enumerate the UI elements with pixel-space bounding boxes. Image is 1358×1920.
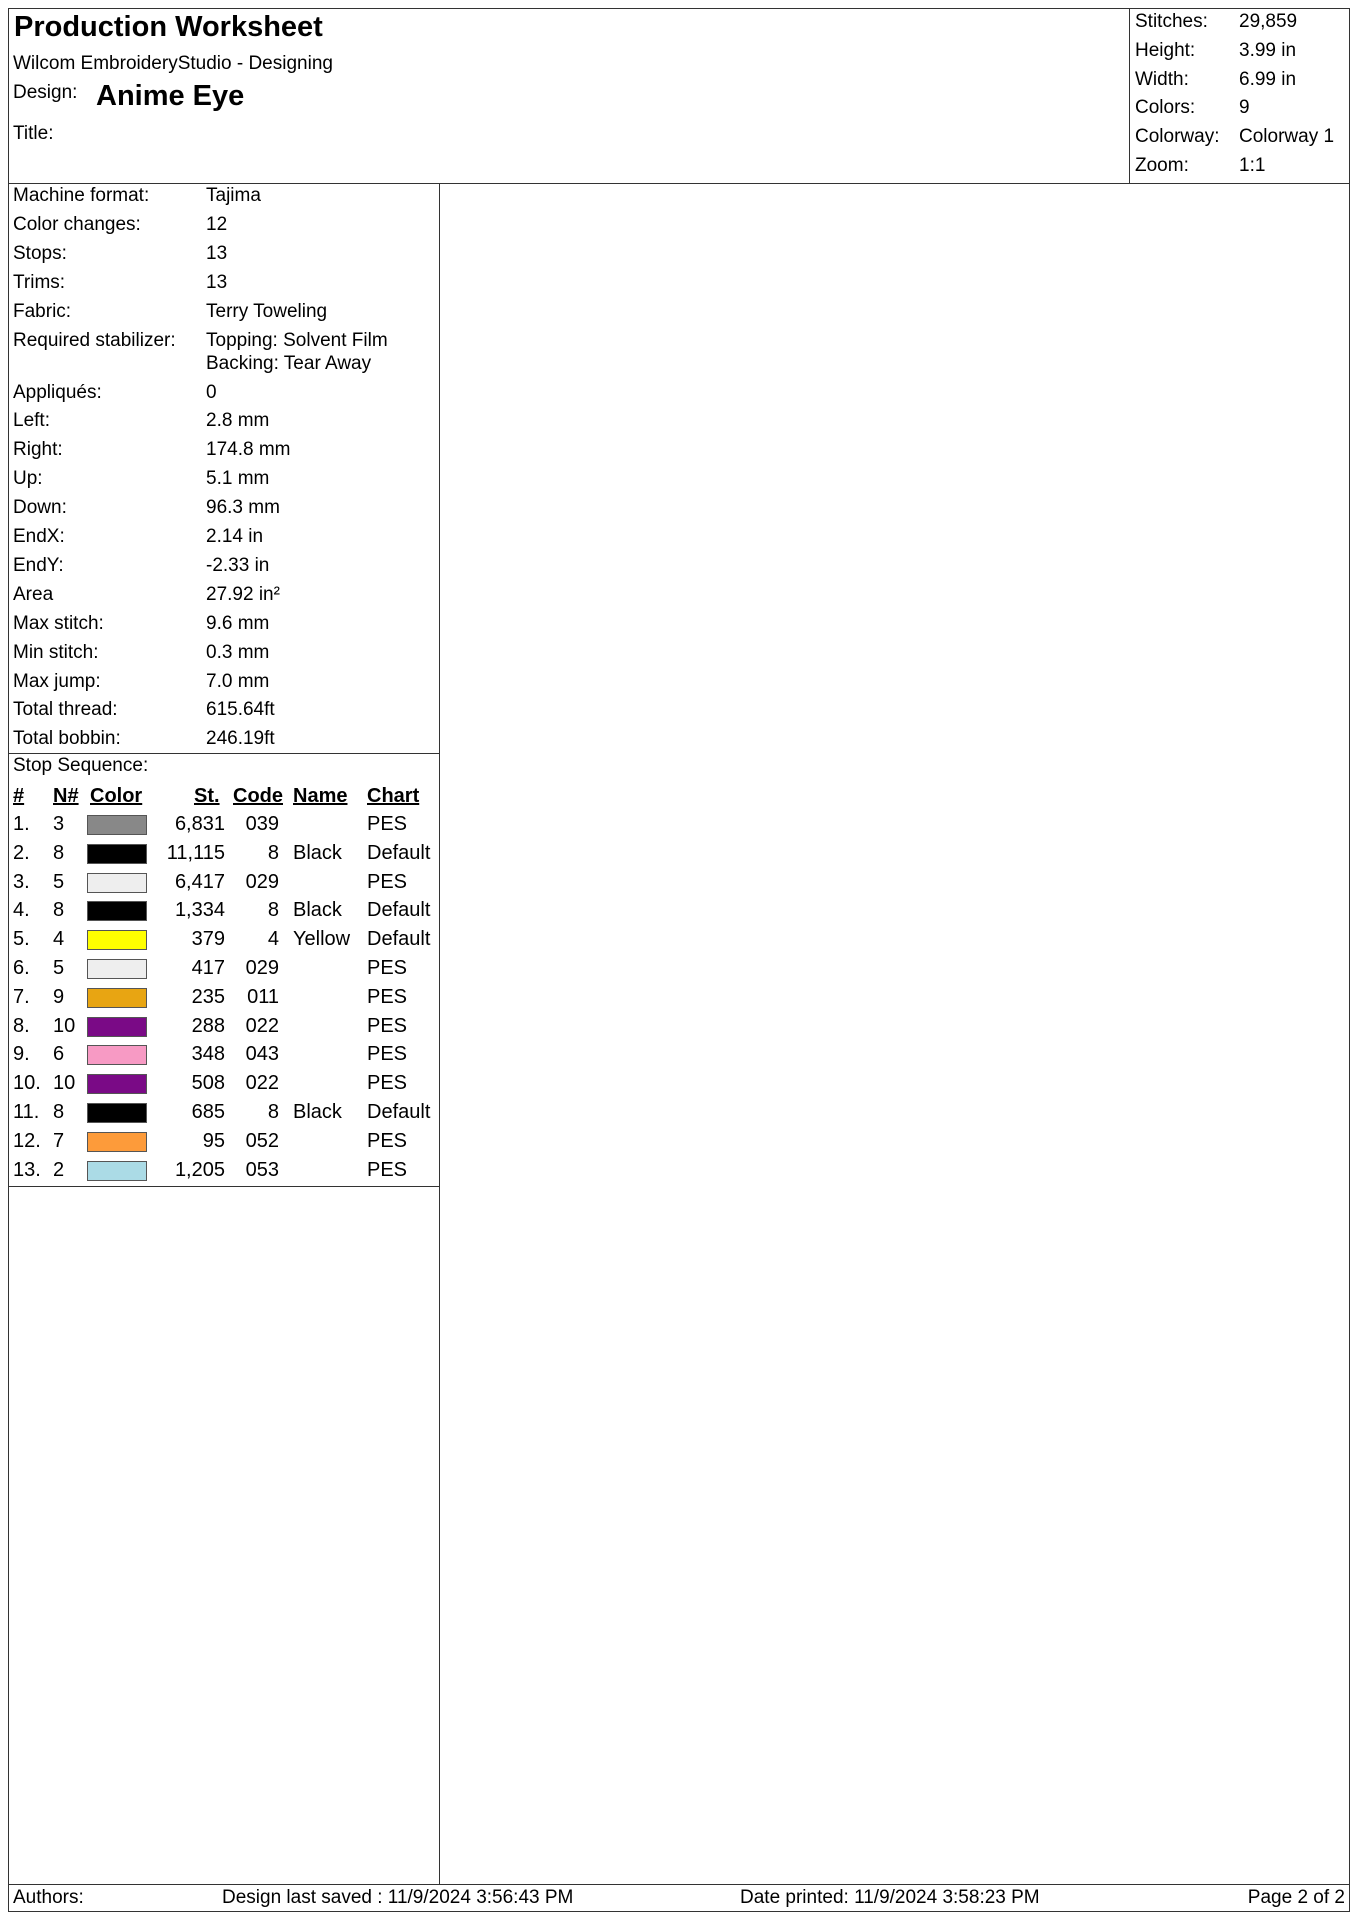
detail-label: Machine format: <box>13 185 150 206</box>
detail-value: Backing: Tear Away <box>206 352 372 374</box>
detail-label: Area <box>13 583 54 605</box>
summary-label: Stitches: <box>1135 11 1208 32</box>
detail-value: 12 <box>206 213 228 235</box>
detail-label: Stops: <box>13 242 67 264</box>
row-needle: 7 <box>53 1129 65 1152</box>
detail-value: 174.8 mm <box>206 439 291 461</box>
color-swatch <box>87 988 147 1008</box>
row-stitches: 417 <box>191 957 225 979</box>
color-swatch <box>87 844 147 864</box>
row-stitches: 6,831 <box>174 813 225 835</box>
detail-label: Appliqués: <box>13 381 102 403</box>
detail-label: Required stabilizer: <box>13 329 176 351</box>
row-code: 8 <box>267 841 279 864</box>
row-stitches: 288 <box>191 1014 225 1037</box>
detail-label: Color changes: <box>13 213 141 235</box>
footer-last-saved: Design last saved : 11/9/2024 3:56:43 PM <box>222 1887 574 1908</box>
row-code: 053 <box>245 1158 279 1181</box>
row-needle: 5 <box>53 957 65 979</box>
row-chart: PES <box>367 1129 408 1152</box>
row-num: 10. <box>13 1072 41 1095</box>
detail-label: Up: <box>13 468 43 490</box>
detail-value: 0.3 mm <box>206 641 270 663</box>
summary-value: 1:1 <box>1239 155 1266 176</box>
detail-label: Max stitch: <box>13 612 104 634</box>
row-stitches: 11,115 <box>166 841 225 864</box>
row-needle: 5 <box>53 870 65 893</box>
row-num: 9. <box>13 1043 30 1066</box>
detail-label: Left: <box>13 410 50 432</box>
color-swatch <box>87 815 147 835</box>
color-swatch <box>87 1161 147 1181</box>
color-swatch <box>87 1017 147 1037</box>
row-name: Black <box>293 1101 342 1123</box>
row-num: 4. <box>13 899 30 922</box>
detail-value: Topping: Solvent Film <box>206 329 388 351</box>
row-needle: 10 <box>53 1072 76 1095</box>
row-code: 011 <box>247 985 279 1008</box>
color-swatch <box>87 1103 147 1123</box>
header-color: Color <box>90 785 143 807</box>
row-chart: Default <box>367 841 431 864</box>
detail-label: Down: <box>13 497 67 519</box>
row-code: 039 <box>245 813 279 835</box>
color-swatch <box>87 1132 147 1152</box>
summary-value: 6.99 in <box>1239 68 1297 90</box>
row-chart: PES <box>367 870 408 893</box>
header-divider <box>9 183 1349 184</box>
color-swatch <box>87 873 147 893</box>
color-swatch <box>87 1045 147 1065</box>
detail-label: EndY: <box>13 554 64 576</box>
row-code: 8 <box>267 899 279 922</box>
stop-sequence-title: Stop Sequence: <box>13 755 149 776</box>
row-name: Yellow <box>293 928 351 951</box>
row-stitches: 6,417 <box>174 870 225 893</box>
detail-value: 96.3 mm <box>206 497 280 519</box>
header-chart: Chart <box>367 785 420 807</box>
row-chart: PES <box>367 813 408 835</box>
summary-label: Colorway: <box>1135 126 1220 148</box>
row-stitches: 95 <box>202 1129 225 1152</box>
row-num: 11. <box>13 1101 40 1123</box>
row-needle: 9 <box>53 985 65 1008</box>
row-num: 7. <box>13 985 30 1008</box>
row-chart: PES <box>367 1043 408 1066</box>
detail-value: 2.14 in <box>206 526 264 547</box>
detail-label: Min stitch: <box>13 641 99 663</box>
software-name: Wilcom EmbroideryStudio - Designing <box>13 53 333 74</box>
detail-value: 615.64ft <box>206 699 275 721</box>
row-name: Black <box>293 841 342 864</box>
column-divider <box>439 183 440 1884</box>
row-stitches: 379 <box>191 928 225 951</box>
summary-value: 3.99 in <box>1239 39 1297 61</box>
sequence-divider <box>9 1186 439 1187</box>
row-num: 13. <box>13 1158 41 1181</box>
row-chart: PES <box>367 1072 408 1095</box>
footer-divider <box>9 1884 1349 1885</box>
detail-value: 0 <box>206 381 217 403</box>
row-name: Black <box>293 899 342 922</box>
summary-value: 29,859 <box>1239 11 1298 32</box>
row-chart: Default <box>367 1101 431 1123</box>
row-needle: 3 <box>53 813 65 835</box>
color-swatch <box>87 959 147 979</box>
row-chart: PES <box>367 957 408 979</box>
row-stitches: 508 <box>191 1072 225 1095</box>
summary-divider <box>1129 9 1130 183</box>
summary-value: Colorway 1 <box>1239 126 1335 148</box>
color-swatch <box>87 930 147 950</box>
row-chart: Default <box>367 899 431 922</box>
row-code: 029 <box>245 957 279 979</box>
row-stitches: 1,334 <box>174 899 225 922</box>
detail-label: Total bobbin: <box>13 728 121 750</box>
row-needle: 8 <box>53 1101 65 1123</box>
detail-value: 13 <box>206 242 228 264</box>
detail-label: Fabric: <box>13 300 72 322</box>
design-name: Anime Eye <box>96 80 245 112</box>
detail-value: 246.19ft <box>206 728 275 750</box>
footer-date-printed: Date printed: 11/9/2024 3:58:23 PM <box>740 1887 1040 1908</box>
row-chart: PES <box>367 985 408 1008</box>
row-num: 6. <box>13 957 30 979</box>
detail-value: 9.6 mm <box>206 612 270 634</box>
row-num: 5. <box>13 928 30 951</box>
row-chart: PES <box>367 1158 408 1181</box>
color-swatch <box>87 1074 147 1094</box>
row-needle: 8 <box>53 841 65 864</box>
row-needle: 6 <box>53 1043 65 1066</box>
worksheet-page <box>8 8 1350 1912</box>
row-stitches: 685 <box>191 1101 225 1123</box>
row-chart: PES <box>367 1014 408 1037</box>
header-stitches: St. <box>194 785 220 807</box>
row-code: 022 <box>245 1014 279 1037</box>
detail-value: 13 <box>206 271 228 293</box>
row-code: 8 <box>267 1101 279 1123</box>
row-needle: 8 <box>53 899 65 922</box>
summary-value: 9 <box>1239 97 1250 119</box>
title-label: Title: <box>13 123 54 144</box>
row-num: 2. <box>13 841 30 864</box>
color-swatch <box>87 901 147 921</box>
row-stitches: 348 <box>191 1043 225 1066</box>
row-stitches: 1,205 <box>174 1158 225 1181</box>
summary-label: Colors: <box>1135 97 1196 119</box>
row-code: 043 <box>245 1043 279 1066</box>
page-title: Production Worksheet <box>14 11 323 43</box>
detail-value: 27.92 in² <box>206 583 280 605</box>
detail-label: Max jump: <box>13 670 101 692</box>
row-code: 052 <box>245 1129 279 1152</box>
row-chart: Default <box>367 928 431 951</box>
details-divider <box>9 753 439 754</box>
header-needle: N# <box>53 785 79 807</box>
row-num: 1. <box>13 813 30 835</box>
header-num: # <box>13 785 25 807</box>
design-label: Design: <box>13 82 78 103</box>
row-needle: 2 <box>53 1158 65 1181</box>
detail-value: -2.33 in <box>206 554 270 576</box>
footer-authors: Authors: <box>13 1887 84 1908</box>
detail-label: Total thread: <box>13 699 118 721</box>
detail-label: EndX: <box>13 526 65 547</box>
row-stitches: 235 <box>191 985 225 1008</box>
row-needle: 10 <box>53 1014 76 1037</box>
summary-label: Zoom: <box>1135 155 1189 176</box>
row-code: 029 <box>245 870 279 893</box>
detail-value: 5.1 mm <box>206 468 270 490</box>
detail-value: Terry Toweling <box>206 300 328 322</box>
row-num: 8. <box>13 1014 30 1037</box>
header-name: Name <box>293 785 348 807</box>
detail-value: 2.8 mm <box>206 410 270 432</box>
row-num: 3. <box>13 870 30 893</box>
detail-label: Trims: <box>13 271 66 293</box>
footer-page-number: Page 2 of 2 <box>1247 1887 1345 1908</box>
summary-label: Height: <box>1135 39 1196 61</box>
row-num: 12. <box>13 1129 41 1152</box>
header-code: Code <box>233 785 283 807</box>
detail-value: Tajima <box>206 185 261 206</box>
detail-label: Right: <box>13 439 63 461</box>
row-code: 4 <box>267 928 279 951</box>
summary-label: Width: <box>1135 68 1189 90</box>
row-needle: 4 <box>53 928 65 951</box>
row-code: 022 <box>245 1072 279 1095</box>
detail-value: 7.0 mm <box>206 670 270 692</box>
